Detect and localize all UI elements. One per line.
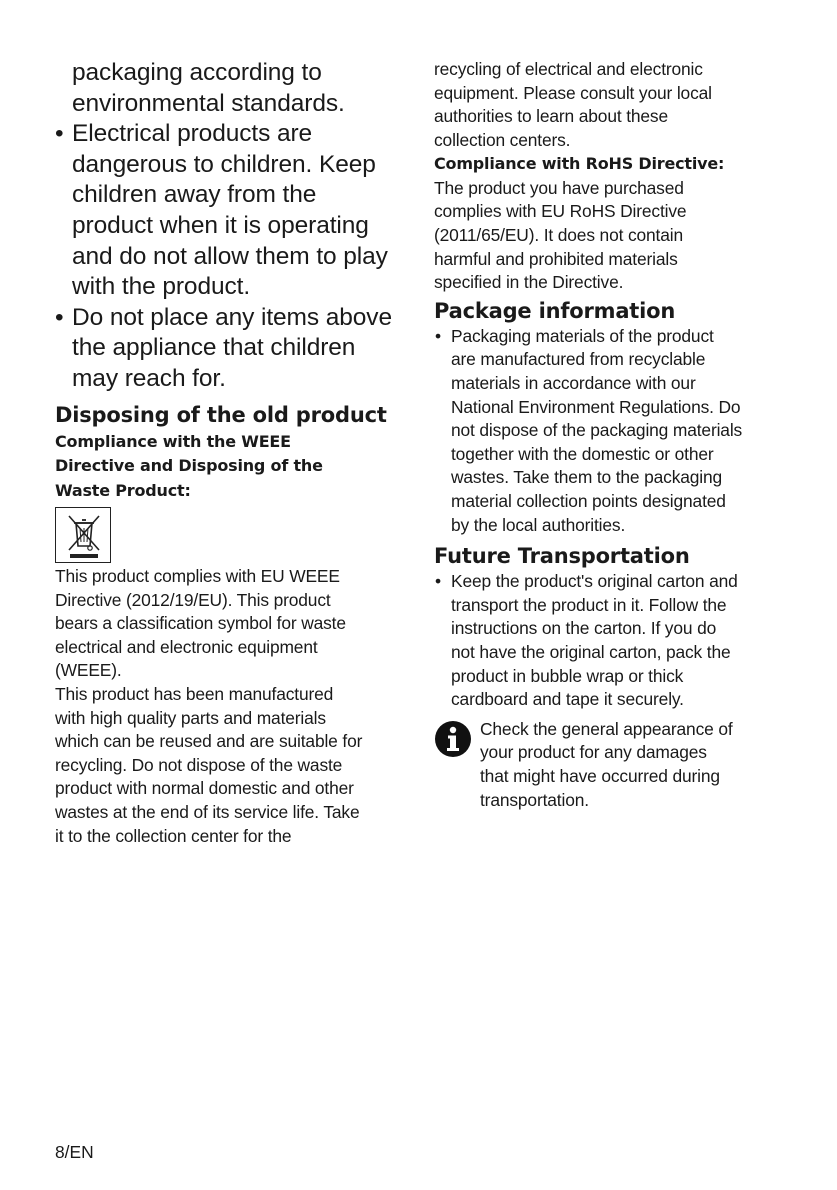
- text-line: not dispose of the packaging materials: [451, 420, 743, 441]
- safety-list: [55, 58, 415, 395]
- text-line: with high quality parts and materials: [55, 707, 326, 728]
- text-line: collection centers.: [434, 129, 571, 150]
- text-line: Waste Product:: [55, 480, 191, 500]
- disposing-heading: Disposing of the old product: [55, 402, 387, 427]
- text-line: may reach for.: [72, 364, 226, 392]
- text-line: product in bubble wrap or thick: [451, 665, 684, 686]
- text-line: product with normal domestic and other: [55, 778, 354, 799]
- text-line: not have the original carton, pack the: [451, 641, 731, 662]
- text-line: it to the collection center for the: [55, 825, 292, 846]
- text-line: complies with EU RoHS Directive: [434, 201, 687, 222]
- text-line: cardboard and tape it securely.: [451, 689, 684, 710]
- text-line: This product complies with EU WEEE: [55, 566, 340, 587]
- weee-paragraph-2: [55, 683, 415, 848]
- intro-continuation: [55, 58, 415, 119]
- text-line: Compliance with the WEEE: [55, 431, 291, 451]
- text-line: dangerous to children. Keep: [72, 150, 376, 178]
- left-column: [55, 58, 415, 848]
- text-line: material collection points designated: [451, 491, 726, 511]
- package-information-heading: Package information: [434, 298, 676, 323]
- text-line: environmental standards.: [72, 89, 345, 117]
- text-line: the appliance that children: [72, 334, 356, 362]
- weee-heading: [55, 430, 415, 504]
- text-line: • Packaging materials of the product: [451, 325, 714, 346]
- text-line: • Electrical products are: [72, 120, 313, 148]
- info-note-text: [480, 718, 733, 812]
- weee-paragraph-continuation: [434, 58, 794, 152]
- text-line: transportation.: [480, 789, 589, 810]
- text-line: harmful and prohibited materials: [434, 248, 678, 269]
- transport-bullet: [434, 570, 794, 712]
- text-line: packaging according to: [72, 59, 322, 86]
- text-line: with the product.: [72, 273, 251, 301]
- text-line: your product for any damages: [480, 742, 707, 763]
- text-line: materials in accordance with our: [451, 373, 696, 394]
- text-line: product when it is operating: [72, 211, 369, 239]
- rohs-heading: Compliance with RoHS Directive:: [434, 154, 725, 174]
- right-column: [434, 58, 794, 812]
- bullet-items-above: [55, 303, 415, 395]
- info-icon: [434, 720, 472, 758]
- text-line: children away from the: [72, 181, 317, 209]
- text-line: together with the domestic or other: [451, 443, 714, 464]
- text-line: equipment. Please consult your local: [434, 82, 712, 103]
- rohs-paragraph: [434, 177, 794, 295]
- text-line: • Keep the product's original carton and: [451, 571, 738, 592]
- text-line: instructions on the carton. If you do: [451, 618, 717, 639]
- text-line: Directive and Disposing of the: [55, 456, 323, 476]
- text-line: (WEEE).: [55, 660, 122, 681]
- text-line: recycling. Do not dispose of the waste: [55, 754, 343, 775]
- page-number: 8/EN: [55, 1142, 94, 1162]
- text-line: (2011/65/EU). It does not contain: [434, 225, 683, 246]
- text-line: which can be reused and are suitable for: [55, 731, 363, 752]
- text-line: bears a classification symbol for waste: [55, 613, 346, 634]
- text-line: electrical and electronic equipment: [55, 636, 318, 657]
- bullet-children-safety: [55, 119, 415, 303]
- text-line: Directive (2012/19/EU). This product: [55, 589, 331, 610]
- text-line: The product you have purchased: [434, 177, 684, 198]
- text-line: are manufactured from recyclable: [451, 349, 706, 370]
- text-line: specified in the Directive.: [434, 272, 624, 293]
- text-line: wastes at the end of its service life. Take: [55, 801, 360, 822]
- text-line: recycling of electrical and electronic: [434, 59, 703, 79]
- weee-paragraph-1: [55, 565, 415, 683]
- text-line: by the local authorities.: [451, 514, 626, 535]
- text-line: and do not allow them to play: [72, 242, 388, 270]
- crossed-out-wheelie-bin-icon: [55, 507, 111, 563]
- text-line: Check the general appearance of: [480, 718, 733, 739]
- text-line: authorities to learn about these: [434, 106, 668, 127]
- text-line: This product has been manufactured: [55, 684, 334, 704]
- text-line: • Do not place any items above: [72, 303, 392, 331]
- package-bullet: [434, 325, 794, 537]
- text-line: wastes. Take them to the packaging: [451, 467, 723, 488]
- future-transportation-heading: Future Transportation: [434, 544, 690, 569]
- text-line: transport the product in it. Follow the: [451, 594, 727, 615]
- text-line: that might have occurred during: [480, 765, 720, 786]
- info-note: [434, 718, 794, 812]
- text-line: National Environment Regulations. Do: [451, 396, 741, 417]
